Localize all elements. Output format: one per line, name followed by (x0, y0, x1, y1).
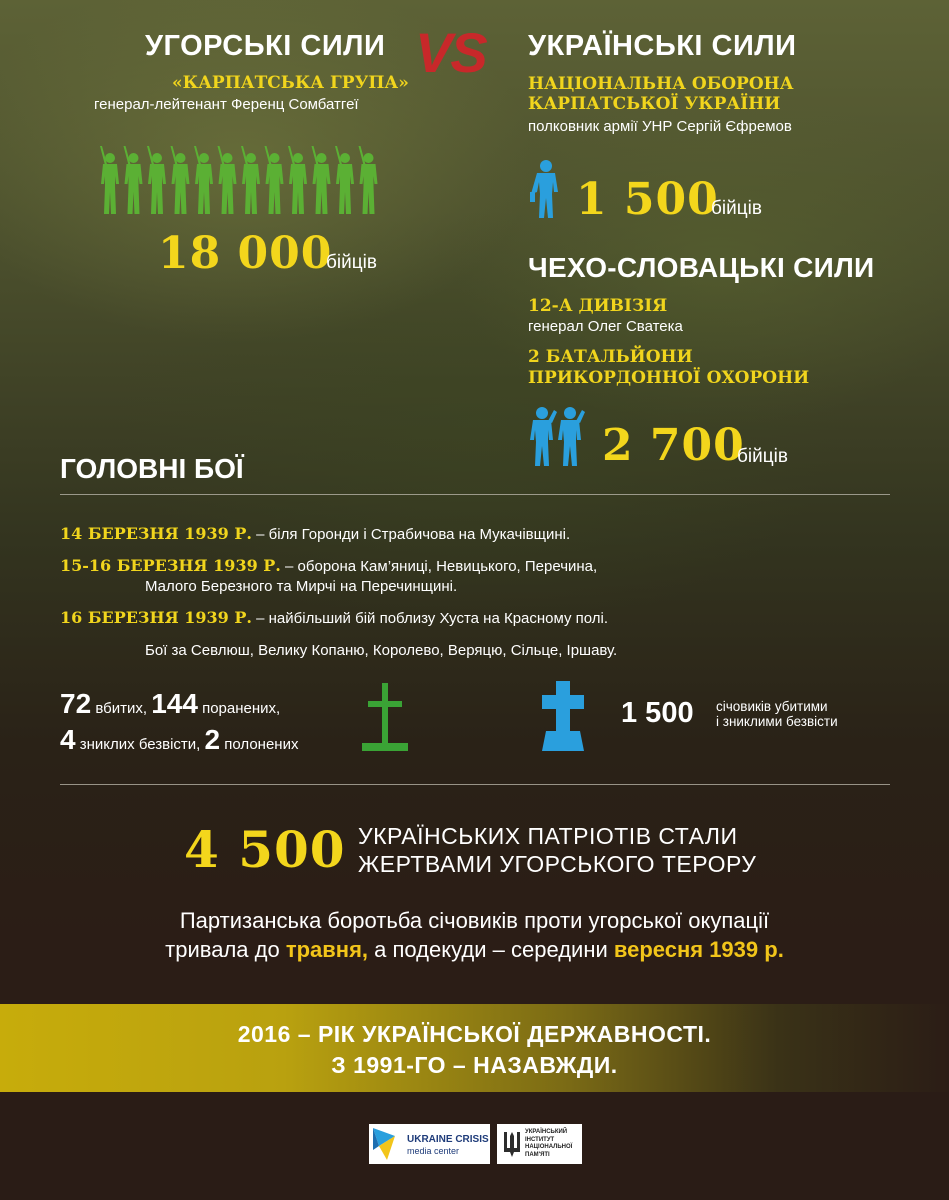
terror-line1: УКРАЇНСЬКИХ ПАТРІОТІВ СТАЛИ (358, 823, 738, 849)
czechoslovak-forces-title: ЧЕХО-СЛОВАЦЬКІ СИЛИ (528, 252, 875, 283)
green-cross-icon (362, 683, 408, 751)
hungarian-group-name: «КАРПАТСЬКА ГРУПА» (172, 73, 409, 93)
terror-victims-number: 4 500 (184, 820, 346, 879)
uinp-logo-text (525, 1129, 572, 1159)
hungarian-soldier-icon (288, 146, 307, 214)
hungarian-soldier-icon (171, 146, 190, 214)
czechoslovak-soldiers-icon (528, 404, 586, 468)
hungarian-soldier-icon (147, 146, 166, 214)
blue-cross-icon (540, 681, 586, 751)
battle-date: 16 БЕРЕЗНЯ 1939 Р. (60, 608, 252, 627)
hungarian-soldier-icon (265, 146, 284, 214)
battles-divider-top (60, 494, 890, 495)
trident-icon (503, 1130, 521, 1158)
hungarian-count: 18 000 (158, 228, 333, 279)
czechoslovak-battalions-line2: ПРИКОРДОННОЇ ОХОРОНИ (528, 368, 810, 388)
ukrainian-group-line1: НАЦІОНАЛЬНА ОБОРОНА (528, 74, 794, 94)
battle-item (60, 608, 608, 627)
sich-casualties-line2: і зниклими безвісти (716, 714, 838, 729)
captured-number: 2 (204, 724, 221, 755)
czechoslovak-division: 12-А ДИВІЗІЯ (528, 296, 668, 316)
casualties-left (60, 688, 298, 760)
battle-text: – найбільший бій поблизу Хуста на Красному полі. (251, 610, 609, 627)
battle-date: 15-16 БЕРЕЗНЯ 1939 Р. (60, 556, 281, 575)
uinp-line1: УКРАЇНСЬКИЙ (525, 1129, 568, 1135)
battle-date: 14 БЕРЕЗНЯ 1939 Р. (60, 524, 252, 543)
terror-line2: ЖЕРТВАМИ УГОРСЬКОГО ТЕРОРУ (358, 851, 757, 877)
hungarian-count-unit: бійців (326, 252, 377, 273)
battle-item (60, 556, 597, 575)
wounded-label: поранених, (197, 700, 281, 717)
hungarian-forces-title: УГОРСЬКІ СИЛИ (145, 30, 386, 62)
partisan-line2 (0, 937, 949, 963)
missing-number: 4 (60, 724, 76, 755)
hungarian-soldier-icon (359, 146, 378, 214)
czechoslovak-count: 2 700 (602, 420, 745, 471)
hungarian-soldiers-icon (92, 146, 382, 216)
ucmc-logo-mark-icon (373, 1128, 403, 1160)
uinp-line3: НАЦІОНАЛЬНОЇ (525, 1144, 573, 1150)
terror-victims-label (358, 822, 756, 878)
missing-label: зниклих безвісти, (75, 736, 205, 753)
battles-title: ГОЛОВНІ БОЇ (60, 453, 244, 484)
banner-line2: З 1991-ГО – НАЗАВЖДИ. (331, 1052, 618, 1078)
captured-label: полонених (220, 736, 299, 753)
hungarian-soldier-icon (194, 146, 213, 214)
uinp-line2: ІНСТИТУТ (525, 1136, 555, 1143)
uinp-line4: ПАМ'ЯТІ (525, 1151, 550, 1158)
hungarian-soldier-icon (218, 146, 237, 214)
hungarian-soldier-icon (124, 146, 143, 214)
sich-casualties-label (716, 699, 838, 729)
ukrainian-forces-title: УКРАЇНСЬКІ СИЛИ (528, 30, 797, 62)
ukrainian-count: 1 500 (576, 174, 719, 225)
partisan-text-a: тривала до (165, 937, 286, 962)
hungarian-soldier-icon (100, 146, 119, 214)
sich-casualties-number: 1 500 (621, 697, 694, 729)
casualties-divider (60, 784, 890, 785)
hungarian-soldier-icon (241, 146, 260, 214)
partisan-highlight-may: травня, (285, 937, 369, 962)
battle-text-continued: Малого Березного та Мирчі на Перечинщині. (145, 578, 458, 595)
sich-casualties-line1: січовиків убитими (716, 699, 828, 714)
battle-item (60, 524, 570, 543)
hungarian-soldier-icon (335, 146, 354, 214)
ukrainian-soldier-icon (528, 158, 564, 220)
ukrainian-commander: полковник армії УНР Сергій Єфремов (528, 118, 792, 135)
partisan-highlight-september: вересня 1939 р. (613, 937, 784, 962)
battle-text: – біля Горонди і Страбичова на Мукачівщині. (251, 526, 571, 543)
banner-line1: 2016 – РІК УКРАЇНСЬКОЇ ДЕРЖАВНОСТІ. (237, 1021, 712, 1047)
czechoslovak-battalions-line1: 2 БАТАЛЬЙОНИ (528, 347, 693, 367)
hungarian-commander: генерал-лейтенант Ференц Сомбатгеї (94, 96, 359, 113)
partisan-text-c: а подекуди – середини (368, 937, 614, 962)
ucmc-logo-line2: media center (407, 1146, 460, 1156)
ukrainian-count-unit: бійців (711, 198, 762, 219)
czechoslovak-count-unit: бійців (737, 446, 788, 467)
ucmc-logo-line1: UKRAINE CRISIS (407, 1134, 489, 1145)
hungarian-soldier-icon (312, 146, 331, 214)
battle-text: – оборона Кам’яниці, Невицького, Перечина, (280, 558, 598, 575)
czechoslovak-commander: генерал Олег Сватека (528, 318, 683, 335)
wounded-number: 144 (151, 688, 198, 719)
ukrainian-group-line2: КАРПАТСЬКОЇ УКРАЇНИ (528, 94, 781, 114)
battles-other: Бої за Севлюш, Велику Копаню, Королево, Веряцю, Сільце, Іршаву. (145, 642, 618, 659)
killed-label: вбитих, (91, 700, 152, 717)
partisan-line1: Партизанська боротьба січовиків проти угорської окупації (179, 908, 770, 933)
ucmc-logo (369, 1124, 490, 1164)
killed-number: 72 (60, 688, 92, 719)
uinp-logo (497, 1124, 582, 1164)
versus-label: VS (415, 21, 486, 84)
